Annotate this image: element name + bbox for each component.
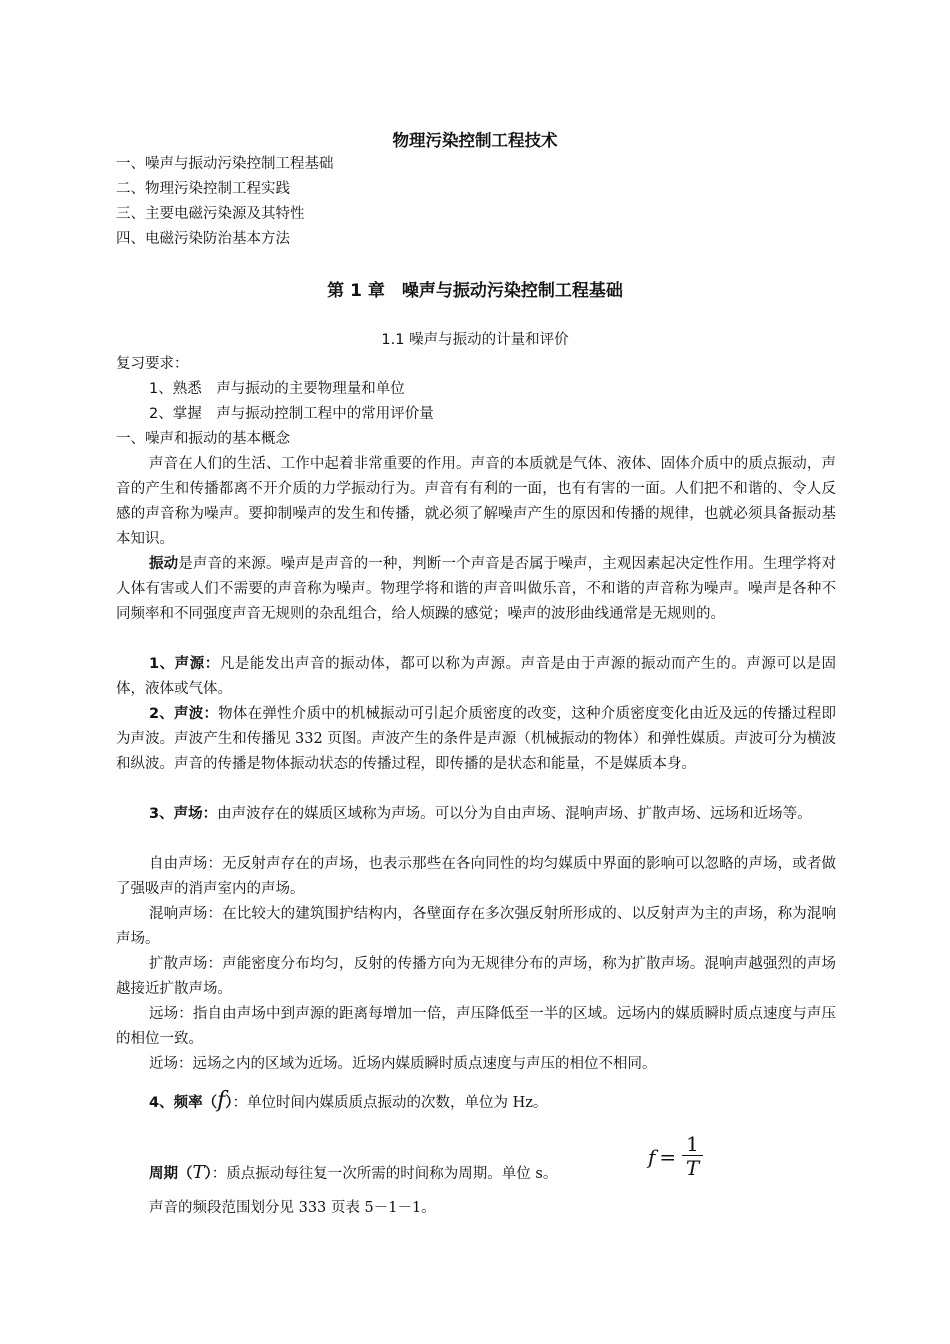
paragraph-diffuse-field: 扩散声场：声能密度分布均匀，反射的传播方向为无规律分布的声场，称为扩散声场。混响声越强烈的声场越接近扩散声场。 [116, 956, 836, 997]
frequency-line [149, 1088, 547, 1116]
frequency-text: ：单位时间内媒质质点振动的次数，单位为 Hz。 [232, 1095, 548, 1111]
chapter-title: 第 1 章 噪声与振动污染控制工程基础 [327, 281, 623, 301]
paragraph-sound-wave-text: 物体在弹性介质中的机械振动可引起介质密度的改变，这种介质密度变化由近及远的传播过程即为声波。声波产生和传播见 332 页图。声波产生的条件是声源（机械振动的物体）和弹性媒质。声波可分为横波和纵波。声音的传播是物体振动状态的传播过程，即传播的是状态和能量，不是媒质本身。 [116, 706, 836, 772]
frequency-table-reference: 声音的频段范围划分见 333 页表 5－1－1。 [149, 1200, 436, 1216]
document-title: 物理污染控制工程技术 [392, 131, 558, 150]
paragraph-vibration-text: 是声音的来源。噪声是声音的一种，判断一个声音是否属于噪声，主观因素起决定性作用。生理学将对人体有害或人们不需要的声音称为噪声。物理学将和谐的声音叫做乐音，不和谐的声音称为噪声。噪声是各种不同频率和不同强度声音无规则的杂乱组合，给人烦躁的感觉；噪声的波形曲线通常是无规则的。 [116, 556, 837, 622]
formula-fraction [682, 1133, 703, 1180]
formula-denominator: T [685, 1156, 700, 1180]
paragraph-sound-wave [116, 702, 836, 777]
term-sound-field: 3、声场： [149, 806, 218, 822]
review-item-1: 1、熟悉 声与振动的主要物理量和单位 [149, 381, 405, 397]
paragraph-vibration [116, 552, 836, 627]
period-symbol: T [192, 1162, 205, 1183]
paragraph-sound-intro: 声音在人们的生活、工作中起着非常重要的作用。声音的本质就是气体、液体、固体介质中的质点振动，声音的产生和传播都离不开介质的力学振动行为。声音有有利的一面，也有有害的一面。人们把不和谐的、令人反感的声音称为噪声。要抑制噪声的发生和传播，就必须了解噪声产生的原因和传播的规律，也就必须具备振动基本知识。 [116, 456, 836, 547]
paragraph-far-field: 远场：指自由声场中到声源的距离每增加一倍，声压降低至一半的区域。远场内的媒质瞬时质点速度与声压的相位一致。 [116, 1006, 836, 1047]
review-item-2: 2、掌握 声与振动控制工程中的常用评价量 [149, 406, 434, 422]
subheading: 一、噪声和振动的基本概念 [116, 431, 290, 447]
paragraph-free-field: 自由声场：无反射声存在的声场，也表示那些在各向同性的均匀媒质中界面的影响可以忽略的声场，或者做了强吸声的消声室内的声场。 [116, 856, 836, 897]
formula-numerator: 1 [682, 1133, 703, 1156]
paragraph-sound-source [116, 652, 836, 702]
toc-item-4: 四、电磁污染防治基本方法 [116, 231, 290, 247]
formula-lhs: f [648, 1144, 656, 1169]
term-sound-wave: 2、声波： [149, 706, 219, 722]
period-line [149, 1160, 557, 1187]
paragraph-sound-field [116, 802, 836, 827]
paragraph-sound-field-text: 由声波存在的媒质区域称为声场。可以分为自由声场、混响声场、扩散声场、远场和近场等。 [217, 806, 812, 822]
term-vibration: 振动 [149, 556, 179, 572]
frequency-symbol: f [217, 1088, 226, 1113]
paragraph-near-field: 近场：远场之内的区域为近场。近场内媒质瞬时质点速度与声压的相位不相同。 [149, 1056, 657, 1072]
frequency-period-formula [648, 1133, 703, 1180]
period-text: ：质点振动每往复一次所需的时间称为周期。单位 s。 [211, 1166, 558, 1182]
term-sound-source: 1、声源： [149, 656, 220, 672]
term-period: 周期（ [149, 1166, 193, 1182]
period-close-paren: ） [204, 1166, 212, 1182]
frequency-close-paren: ） [225, 1095, 233, 1111]
toc-item-1: 一、噪声与振动污染控制工程基础 [116, 156, 334, 172]
formula-equals: = [659, 1144, 677, 1169]
toc-item-2: 二、物理污染控制工程实践 [116, 181, 290, 197]
toc-item-3: 三、主要电磁污染源及其特性 [116, 206, 305, 222]
paragraph-sound-source-text: 凡是能发出声音的振动体，都可以称为声源。声音是由于声源的振动而产生的。声源可以是固体，液体或气体。 [116, 656, 837, 697]
term-frequency: 4、频率（ [149, 1095, 218, 1111]
review-heading: 复习要求： [116, 356, 189, 372]
section-title: 1.1 噪声与振动的计量和评价 [381, 332, 569, 348]
paragraph-reverberant-field: 混响声场：在比较大的建筑围护结构内，各壁面存在多次强反射所形成的、以反射声为主的声场，称为混响声场。 [116, 906, 836, 947]
